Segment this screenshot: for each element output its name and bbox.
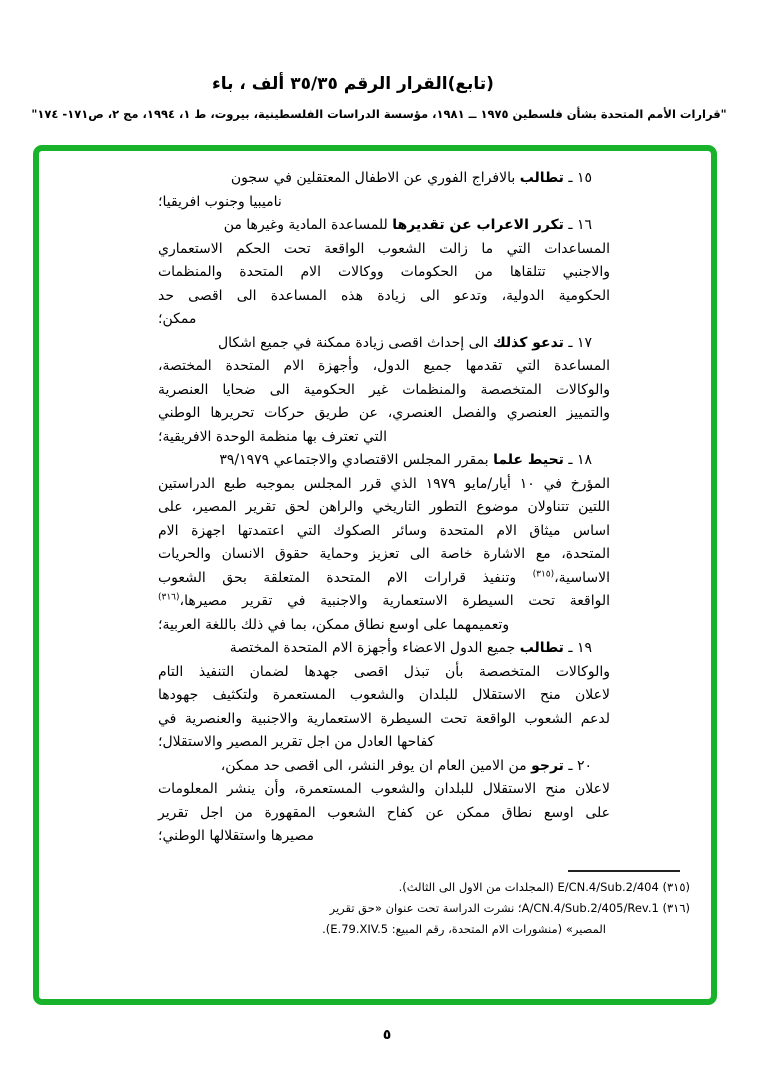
paragraph-line: والوكالات المتخصصة والمنظمات غير الحكومية الى ضحايا العنصرية: [158, 381, 610, 398]
paragraph-last-line: كفاحها العادل من اجل تقرير المصير والاستقلال؛: [158, 734, 435, 750]
paragraph: [158, 637, 610, 755]
paragraph-first-line: ١٩ ـ تطالب جميع الدول الاعضاء وأجهزة الام المتحدة المختصة: [229, 640, 592, 656]
paragraph-line: الاساسية،$^{(٣١٥)}$ وتنفيذ قرارات الام المتحدة المتعلقة بحق الشعوب: [158, 568, 610, 586]
paragraph-line: على اوسع نطاق ممكن عن كفاح الشعوب المقهورة من اجل تقرير: [158, 804, 610, 821]
paragraph-line: المتحدة، مع الاشارة خاصة الى تعزيز وحماية حقوق الانسان والحريات: [158, 546, 610, 562]
paragraph-first-line: ١٦ ـ تكرر الاعراب عن تقديرها للمساعدة المادية وغيرها من: [223, 217, 592, 233]
paragraph-lead: تكرر الاعراب عن تقديرها: [392, 217, 564, 233]
paragraph: [158, 167, 610, 214]
paragraph-number: ١٥ ـ: [563, 170, 592, 186]
paragraph-line: اساس ميثاق الام المتحدة وسائر الصكوك التي اعتمدتها اجهزة الام: [158, 522, 610, 539]
paragraph-line: لاعلان منح الاستقلال للبلدان والشعوب المستعمرة ولتكثيف جهودها: [158, 687, 610, 703]
paragraph-line: والاجنبي تتلقاها من الحكومات ووكالات الام المتحدة والمنظمات: [158, 264, 610, 280]
paragraph: [158, 755, 610, 849]
paragraph-first-line: ١٨ ـ تحيط علما بمقرر المجلس الاقتصادي والاجتماعي ٣٩/١٩٧٩: [219, 452, 592, 468]
paragraph: [158, 332, 610, 450]
footnote-line: (٣١٥) E/CN.4/Sub.2/404 (المجلدات من الاول الى الثالث).: [398, 880, 690, 894]
paragraph-line: المؤرخ في ١٠ أيار/مايو ١٩٧٩ الذي قرر المجلس بموجبه طبع الدراستين: [158, 475, 611, 492]
paragraph-first-line: ١٧ ـ تدعو كذلك الى إحداث اقصى زيادة ممكنة في جميع اشكال: [217, 334, 592, 351]
source-citation-line: "قرارات الأمم المتحدة بشأن فلسطين ١٩٧٥ ــ ١٩٨١، مؤسسة الدراسات الفلسطينية، بيروت، ط ١، ١٩٩٤، مج ٢، ص١٧١- ١٧٤": [31, 107, 727, 121]
footnote-entry: [250, 877, 690, 898]
page-number: ٥: [382, 1027, 392, 1043]
paragraph-line: لدعم الشعوب الواقعة تحت السيطرة الاستعمارية والاجنبية والعنصرية في: [158, 710, 610, 727]
paragraph: [158, 214, 610, 332]
paragraph-lead: تطالب: [519, 640, 564, 656]
footnote-line: المصير» (منشورات الام المتحدة، رقم المبيع: E.79.XIV.5).: [322, 922, 606, 936]
resolution-text: [158, 167, 610, 849]
paragraph: [158, 449, 610, 637]
paragraph-line: لاعلان منح الاستقلال للبلدان والشعوب المستعمرة، وأن ينشر المعلومات: [158, 781, 610, 797]
paragraph-lead: تدعو كذلك: [492, 334, 564, 351]
paragraph-line: والوكالات المتخصصة بأن تبذل اقصى جهدها لضمان التنفيذ التام: [158, 663, 610, 680]
footnotes: [250, 877, 690, 940]
footnote-line: (٣١٦) A/CN.4/Sub.2/405/Rev.1؛ نشرت الدراسة تحت عنوان «حق تقرير: [329, 901, 690, 915]
paragraph-number: ٢٠ ـ: [563, 757, 592, 774]
paragraph-first-line: ٢٠ ـ ترجو من الامين العام ان يوفر النشر، الى اقصى حد ممكن،: [220, 757, 592, 774]
paragraph-number: ١٦ ـ: [563, 217, 592, 233]
paragraph-line: المساعدة التي تقدمها جميع الدول، وأجهزة الام المتحدة المختصة،: [158, 358, 610, 374]
paragraph-lead: تحيط علما: [493, 452, 564, 468]
page-title: (تابع)القرار الرقم ٣٥/٣٥ ألف ، باء: [212, 74, 494, 94]
paragraph-lead: ترجو: [531, 757, 564, 774]
paragraph-first-line: ١٥ ـ تطالب بالافراج الفوري عن الاطفال المعتقلين في سجون: [230, 170, 592, 186]
footnote-entry: [250, 898, 690, 940]
paragraph-number: ١٧ ـ: [563, 334, 592, 351]
footnote-separator: [568, 870, 680, 872]
paragraph-last-line: مصيرها واستقلالها الوطني؛: [158, 828, 315, 844]
paragraph-last-line: ناميبيا وجنوب افريقيا؛: [158, 193, 282, 210]
paragraph-line: الواقعة تحت السيطرة الاستعمارية والاجنبية في تقرير مصيرها،$^{(٣١٦)}$: [158, 592, 610, 609]
footnote-ref: (٣١٦): [158, 592, 180, 603]
paragraph-line: اللتين تتناولان موضوع التطور التاريخي والراهن لحق تقرير المصير، على: [158, 499, 610, 515]
paragraph-lead: تطالب: [519, 170, 564, 186]
paragraph-last-line: وتعميمهما على اوسع نطاق ممكن، بما في ذلك باللغة العربية؛: [158, 616, 510, 633]
footnote-ref: (٣١٥): [532, 568, 555, 579]
paragraph-line: الحكومية الدولية، وتدعو الى زيادة هذه المساعدة الى اقصى حد: [158, 287, 610, 304]
paragraph-number: ١٨ ـ: [563, 452, 592, 468]
paragraph-line: المساعدات التي ما زالت الشعوب الواقعة تحت الحكم الاستعماري: [158, 240, 610, 257]
paragraph-line: والتمييز العنصري والفصل العنصري، عن طريق حركات تحريرها الوطني: [158, 405, 610, 421]
paragraph-last-line: ممكن؛: [158, 311, 197, 327]
paragraph-number: ١٩ ـ: [563, 640, 592, 656]
paragraph-last-line: التي تعترف بها منظمة الوحدة الافريقية؛: [158, 428, 388, 445]
